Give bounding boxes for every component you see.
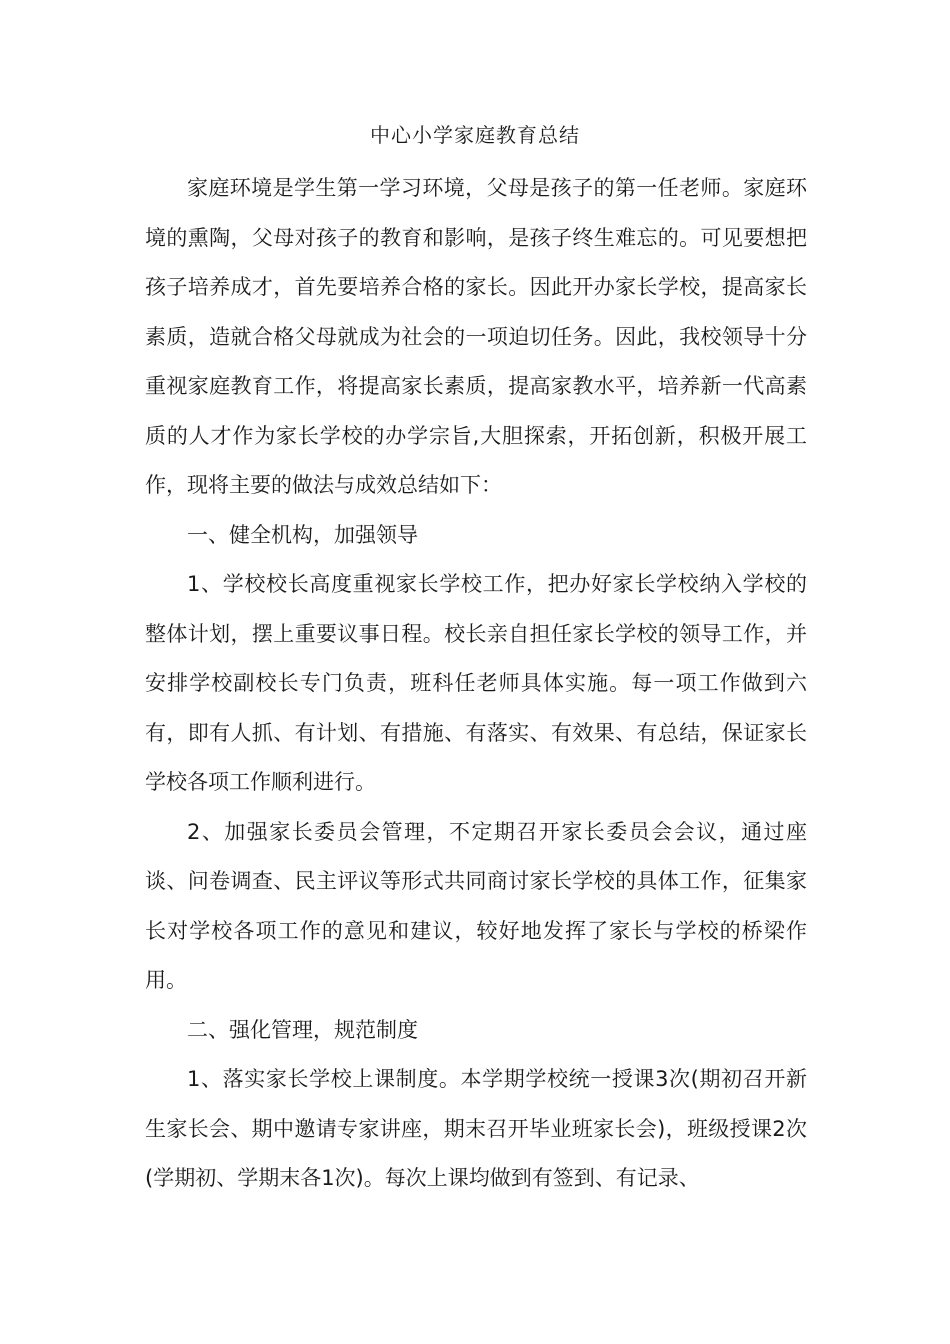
paragraph-1-1: 1、学校校长高度重视家长学校工作，把办好家长学校纳入学校的整体计划，摆上重要议事日程。校长亲自担任家长学校的领导工作，并安排学校副校长专门负责，班科任老师具体实施。每一项工作做到六有，即有人抓、有计划、有措施、有落实、有效果、有总结，保证家长学校各项工作顺利进行。 xyxy=(145,572,807,794)
section-heading-1: 一、健全机构，加强领导 xyxy=(187,522,418,547)
section-heading-2: 二、强化管理，规范制度 xyxy=(187,1017,418,1042)
paragraph-intro: 家庭环境是学生第一学习环境，父母是孩子的第一任老师。家庭环境的熏陶，父母对孩子的教育和影响，是孩子终生难忘的。可见要想把孩子培养成才，首先要培养合格的家长。因此开办家长学校，提高家长素质，造就合格父母就成为社会的一项迫切任务。因此，我校领导十分重视家庭教育工作，将提高家长素质，提高家教水平，培养新一代高素质的人才作为家长学校的办学宗旨,大胆探索，开拓创新，积极开展工作，现将主要的做法与成效总结如下： xyxy=(145,176,807,497)
paragraph-2-1: 1、落实家长学校上课制度。本学期学校统一授课3次(期初召开新生家长会、期中邀请专家讲座，期末召开毕业班家长会)，班级授课2次(学期初、学期末各1次)。每次上课均做到有签到、有记录、 xyxy=(145,1067,807,1190)
document-body xyxy=(145,164,807,1204)
paragraph-1-2: 2、加强家长委员会管理，不定期召开家长委员会会议，通过座谈、问卷调查、民主评议等形式共同商讨家长学校的具体工作，征集家长对学校各项工作的意见和建议，较好地发挥了家长与学校的桥梁作用。 xyxy=(145,819,807,992)
page-title: 中心小学家庭教育总结 xyxy=(370,123,580,147)
